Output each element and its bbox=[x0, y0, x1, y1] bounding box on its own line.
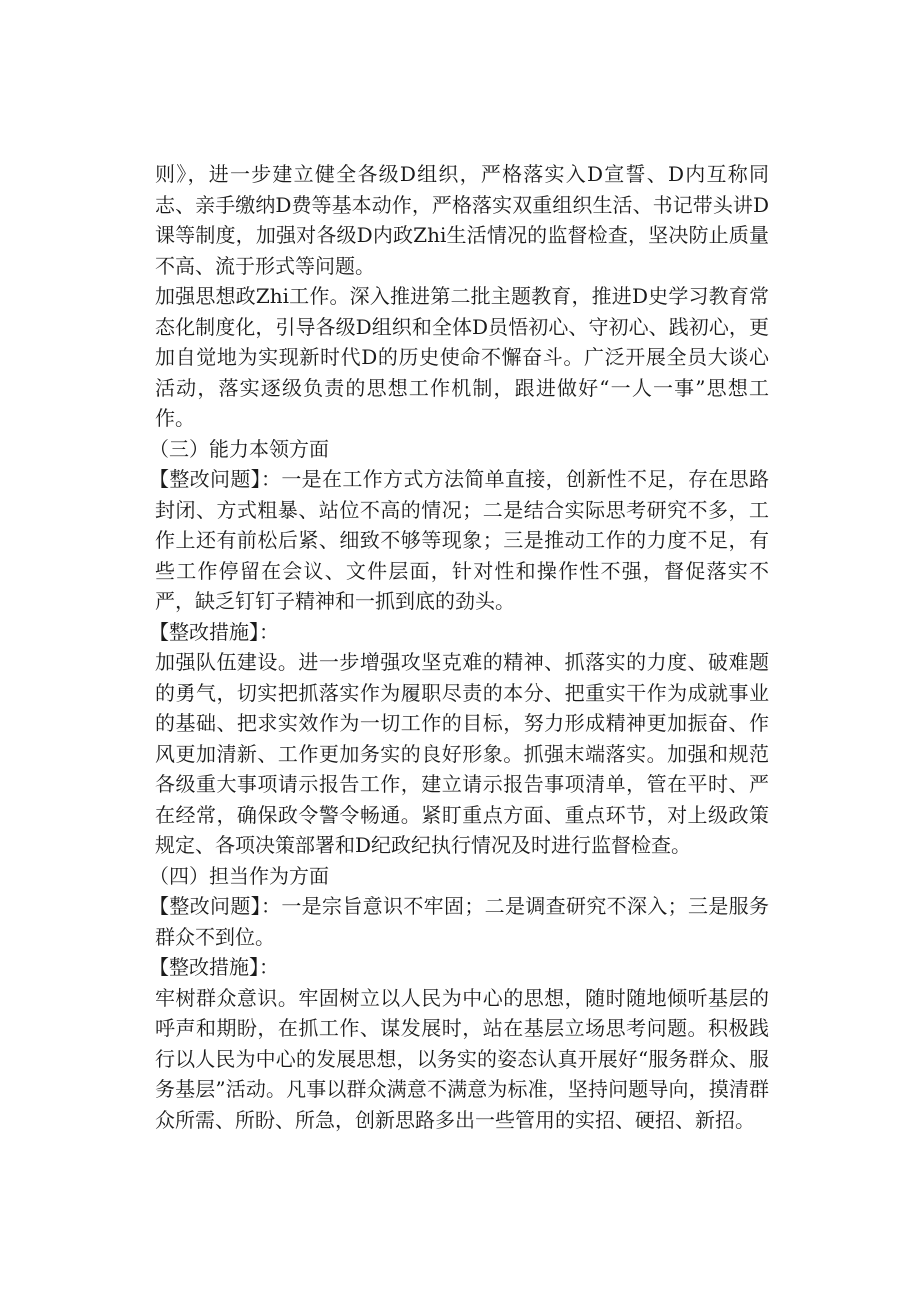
measure-colon: ： bbox=[259, 619, 279, 644]
section-ability-measures-label bbox=[149, 617, 769, 648]
measure-colon: ： bbox=[259, 955, 279, 979]
section-heading-responsibility: （四）担当作为方面 bbox=[149, 863, 329, 888]
section-responsibility-measures-text: 牢树群众意识。牢固树立以人民为中心的思想，随时随地倾听基层的呼声和期盼，在抓工作、谋发展时，站在基层立场思考问题。积极践行以人民为中心的发展思想，以务实的姿态认真开展好“服务群众、服务基层”活动。凡事以群众满意不满意为标准，坚持问题导向，摸清群众所需、所盼、所急，创新思路多出一些管用的实招、硬招、新招。 bbox=[155, 985, 769, 1132]
section-ability-problems bbox=[149, 464, 769, 617]
measure-label: 【整改措施】 bbox=[149, 619, 259, 644]
measure-label: 【整改措施】 bbox=[149, 955, 259, 979]
section-responsibility-problems bbox=[149, 891, 769, 952]
problem-label: 【整改问题】 bbox=[149, 467, 261, 491]
section-responsibility-measures-label bbox=[149, 952, 769, 983]
paragraph-party-organization: 则》，进一步建立健全各级D组织，严格落实入D宣誓、D内互称同志、亲手缴纳D费等基本动作，严格落实双重组织生活、书记带头讲D课等制度，加强对各级D内政Zhi生活情况的监督检查，坚决防止质量不高、流于形式等问题。 bbox=[155, 162, 769, 278]
problem-label: 【整改问题】 bbox=[149, 894, 261, 918]
problem-text: ：一是在工作方式方法简单直接，创新性不足，存在思路封闭、方式粗暴、站位不高的情况；二是结合实际思考研究不多，工作上还有前松后紧、细致不够等现象；三是推动工作的力度不足，有些工作停留在会议、文件层面，针对性和操作性不强，督促落实不严，缺乏钉钉子精神和一抓到底的劲头。 bbox=[155, 467, 769, 613]
section-ability-measures-text: 加强队伍建设。进一步增强攻坚克难的精神、抓落实的力度、破难题的勇气，切实把抓落实作为履职尽责的本分、把重实干作为成就事业的基础、把求实效作为一切工作的目标，努力形成精神更加振奋、作风更加清新、工作更加务实的良好形象。抓强末端落实。加强和规范各级重大事项请示报告工作，建立请示报告事项清单，管在平时、严在经常，确保政令警令畅通。紧盯重点方面、重点环节，对上级政策规定、各项决策部署和D纪政纪执行情况及时进行监督检查。 bbox=[155, 650, 769, 857]
problem-text: ：一是宗旨意识不牢固；二是调查研究不深入；三是服务群众不到位。 bbox=[155, 894, 769, 949]
paragraph-ideological-work: 加强思想政Zhi工作。深入推进第二批主题教育，推进D史学习教育常态化制度化，引导各级D组织和全体D员悟初心、守初心、践初心，更加自觉地为实现新时代D的历史使命不懈奋斗。广泛开展全员大谈心活动，落实逐级负责的思想工作机制，跟进做好“一人一事”思想工作。 bbox=[155, 284, 769, 430]
document-page bbox=[149, 159, 769, 1135]
section-heading-ability: （三）能力本领方面 bbox=[149, 436, 329, 461]
